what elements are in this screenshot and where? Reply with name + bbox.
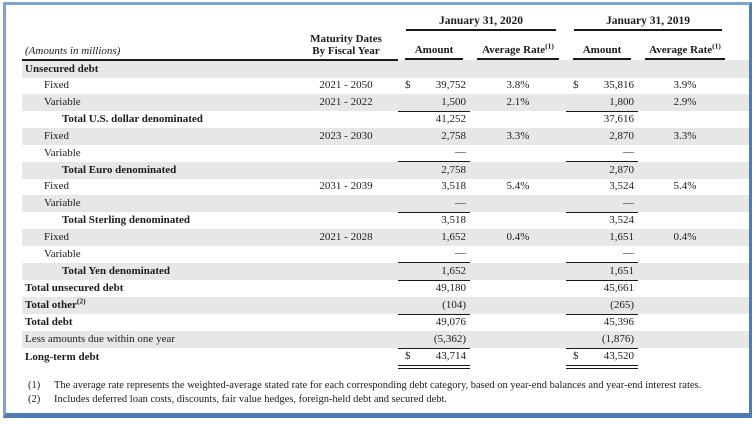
maturity-cell: 2023 - 2030 bbox=[294, 128, 398, 145]
rate-cell: 0.4% bbox=[470, 229, 566, 246]
debt-schedule bbox=[6, 5, 749, 406]
amount-value: 3,524 bbox=[609, 214, 634, 227]
average-rate-header-2019: Average Rate$^{(1)}$ bbox=[638, 33, 732, 60]
table-row bbox=[22, 280, 749, 297]
rate-cell bbox=[638, 246, 732, 263]
amount-value: 41,252 bbox=[435, 113, 466, 126]
table-row bbox=[22, 246, 749, 263]
spacer-cell bbox=[732, 314, 749, 331]
maturity-cell bbox=[294, 246, 398, 263]
currency-symbol: $ bbox=[573, 350, 579, 363]
amount-cell bbox=[566, 263, 638, 281]
amount-cell bbox=[398, 297, 470, 314]
header-spacer bbox=[22, 13, 398, 33]
maturity-cell bbox=[294, 212, 398, 229]
maturity-cell bbox=[294, 297, 398, 314]
maturity-header-line2: By Fiscal Year bbox=[312, 45, 380, 57]
table-row bbox=[22, 348, 749, 367]
amount-cell bbox=[566, 314, 638, 331]
rate-cell: 3.8% bbox=[506, 79, 530, 92]
amount-value: — bbox=[623, 146, 634, 159]
debt-table-body bbox=[22, 60, 749, 367]
currency-symbol: $ bbox=[573, 79, 579, 92]
amount-value: (265) bbox=[610, 298, 634, 311]
spacer-cell bbox=[732, 263, 749, 281]
amount-value: 1,500 bbox=[441, 95, 466, 108]
amount-cell bbox=[566, 179, 638, 196]
amount-cell bbox=[566, 212, 638, 229]
spacer-cell bbox=[732, 128, 749, 145]
table-row bbox=[22, 145, 749, 162]
rate-cell bbox=[638, 280, 732, 297]
amount-cell bbox=[566, 280, 638, 297]
amount-value: (104) bbox=[442, 298, 466, 311]
row-label: Fixed bbox=[44, 79, 70, 92]
amount-cell bbox=[398, 229, 470, 246]
amount-cell bbox=[398, 331, 470, 348]
rate-cell bbox=[638, 195, 732, 212]
spacer-cell bbox=[732, 60, 749, 78]
rate-cell bbox=[638, 212, 732, 229]
column-header-row bbox=[22, 33, 749, 60]
maturity-cell bbox=[294, 263, 398, 281]
rate-cell bbox=[470, 60, 566, 78]
row-label: Variable bbox=[22, 94, 294, 111]
rate-cell bbox=[470, 145, 566, 162]
amount-value: 45,661 bbox=[603, 282, 634, 295]
amount-cell bbox=[566, 246, 638, 263]
amount-cell bbox=[398, 94, 470, 111]
rate-cell bbox=[470, 263, 566, 281]
spacer-cell bbox=[732, 78, 749, 95]
amount-cell bbox=[398, 263, 470, 281]
table-row bbox=[22, 314, 749, 331]
rate-cell bbox=[470, 297, 566, 314]
amount-cell bbox=[566, 111, 638, 128]
rate-cell: 5.4% bbox=[506, 180, 530, 193]
amount-value: 49,076 bbox=[435, 316, 466, 329]
amount-cell bbox=[566, 94, 638, 111]
maturity-cell bbox=[294, 348, 398, 367]
amount-cell bbox=[398, 195, 470, 212]
table-row bbox=[22, 111, 749, 128]
maturity-cell: 2021 - 2028 bbox=[294, 229, 398, 246]
rate-cell bbox=[638, 145, 732, 162]
rate-cell bbox=[470, 111, 566, 128]
header-spacer bbox=[732, 33, 749, 60]
spacer-cell bbox=[732, 179, 749, 196]
amount-cell bbox=[398, 128, 470, 145]
amount-cell bbox=[398, 162, 470, 179]
rate-cell bbox=[470, 348, 566, 367]
table-row bbox=[22, 331, 749, 348]
amount-value: (5,362) bbox=[433, 332, 466, 345]
amount-value: — bbox=[455, 247, 466, 260]
footnote-2-marker: (2) bbox=[76, 297, 86, 306]
maturity-cell bbox=[294, 111, 398, 128]
amount-value: 1,651 bbox=[609, 264, 634, 277]
row-label: Variable bbox=[44, 247, 81, 260]
amount-cell bbox=[398, 78, 470, 95]
footnote-1-marker: (1) bbox=[712, 41, 721, 51]
amount-cell bbox=[398, 280, 470, 297]
footnote-number: (2) bbox=[28, 393, 41, 405]
average-rate-header-2020: Average Rate$^{(1)}$ bbox=[470, 33, 566, 60]
amount-cell bbox=[398, 145, 470, 162]
amount-cell bbox=[398, 111, 470, 128]
amount-value: — bbox=[455, 146, 466, 159]
amount-value: 3,518 bbox=[441, 214, 466, 227]
spacer-cell bbox=[732, 246, 749, 263]
amount-value: 1,652 bbox=[441, 230, 466, 243]
spacer-cell bbox=[732, 280, 749, 297]
footnote-text: The average rate represents the weighted-average stated rate for each corresponding debt category, based on year-end balances and year-end interest rates. bbox=[54, 380, 702, 391]
rate-cell bbox=[638, 111, 732, 128]
amount-value: 43,520 bbox=[603, 350, 634, 363]
amount-value: 1,800 bbox=[609, 95, 634, 108]
footnote-number: (1) bbox=[28, 380, 41, 391]
amount-cell bbox=[398, 314, 470, 331]
amount-value: 3,518 bbox=[441, 180, 466, 193]
rate-cell bbox=[470, 212, 566, 229]
column-group-2020-label: January 31, 2020 bbox=[406, 13, 556, 31]
amount-value: — bbox=[623, 247, 634, 260]
amount-value: (1,876) bbox=[601, 332, 634, 345]
rate-cell: 5.4% bbox=[673, 180, 697, 193]
table-row bbox=[22, 229, 749, 246]
amount-value: 3,524 bbox=[609, 180, 634, 193]
amount-cell bbox=[566, 348, 638, 367]
row-label: Total debt bbox=[25, 316, 73, 328]
amount-value: 2,870 bbox=[609, 163, 634, 176]
amount-cell bbox=[566, 128, 638, 145]
rate-cell bbox=[638, 331, 732, 348]
amount-value: 2,758 bbox=[441, 129, 466, 142]
rate-cell bbox=[470, 280, 566, 297]
rate-cell bbox=[638, 348, 732, 367]
maturity-cell bbox=[294, 195, 398, 212]
rate-cell bbox=[638, 263, 732, 281]
row-label: Less amounts due within one year bbox=[22, 331, 294, 348]
amount-header-2020: Amount bbox=[398, 33, 470, 60]
table-row bbox=[22, 60, 749, 78]
amount-cell bbox=[566, 331, 638, 348]
row-label: Variable bbox=[22, 195, 294, 212]
column-group-header-row bbox=[22, 13, 749, 33]
table-row bbox=[22, 162, 749, 179]
row-label: Fixed bbox=[22, 128, 294, 145]
amount-cell bbox=[398, 246, 470, 263]
currency-symbol: $ bbox=[405, 79, 411, 92]
row-label: Total Euro denominated bbox=[22, 162, 294, 179]
rate-cell: 2.9% bbox=[638, 94, 732, 111]
amount-cell bbox=[398, 60, 470, 78]
amounts-in-millions-note: (Amounts in millions) bbox=[22, 33, 294, 60]
row-label: Total U.S. dollar denominated bbox=[62, 113, 203, 125]
maturity-cell bbox=[294, 162, 398, 179]
rate-cell: 0.4% bbox=[638, 229, 732, 246]
row-label: Total Yen denominated bbox=[22, 263, 294, 281]
spacer-cell bbox=[732, 212, 749, 229]
table-row bbox=[22, 195, 749, 212]
amount-value: 37,616 bbox=[603, 113, 634, 126]
amount-cell bbox=[566, 297, 638, 314]
rate-cell bbox=[470, 331, 566, 348]
amount-value: 1,651 bbox=[609, 230, 634, 243]
spacer-cell bbox=[732, 145, 749, 162]
footnote-2 bbox=[28, 393, 733, 407]
amount-value: — bbox=[623, 196, 634, 209]
rate-cell bbox=[470, 195, 566, 212]
amount-cell bbox=[566, 162, 638, 179]
rate-cell bbox=[470, 162, 566, 179]
spacer-cell bbox=[732, 111, 749, 128]
amount-value: 49,180 bbox=[435, 282, 466, 295]
column-group-2019 bbox=[566, 13, 732, 33]
amount-header-2019: Amount bbox=[566, 33, 638, 60]
spacer-cell bbox=[732, 297, 749, 314]
amount-cell bbox=[566, 195, 638, 212]
column-group-2019-label: January 31, 2019 bbox=[574, 13, 722, 31]
table-row bbox=[22, 128, 749, 145]
amount-value: 1,652 bbox=[441, 264, 466, 277]
row-label: Unsecured debt bbox=[22, 60, 294, 78]
row-label: Total unsecured debt bbox=[25, 282, 124, 294]
row-label: Long-term debt bbox=[25, 351, 100, 363]
amount-value: 2,870 bbox=[609, 129, 634, 142]
amount-value: 35,816 bbox=[603, 79, 634, 92]
maturity-cell bbox=[294, 314, 398, 331]
footnotes bbox=[28, 379, 733, 406]
spacer-cell bbox=[732, 348, 749, 367]
table-row bbox=[22, 179, 749, 196]
footnote-text: Includes deferred loan costs, discounts, fair value hedges, foreign-held debt and secured debt. bbox=[54, 393, 448, 405]
rate-cell bbox=[638, 314, 732, 331]
table-row bbox=[22, 212, 749, 229]
maturity-dates-header bbox=[294, 33, 398, 60]
row-label: Total other$^{(2)}$ bbox=[22, 297, 294, 314]
amount-cell bbox=[398, 212, 470, 229]
column-group-2020 bbox=[398, 13, 566, 33]
spacer-cell bbox=[732, 331, 749, 348]
row-label: Variable bbox=[44, 146, 81, 159]
amount-cell bbox=[566, 60, 638, 78]
footnote-1 bbox=[28, 379, 733, 393]
amount-value: — bbox=[455, 196, 466, 209]
amount-cell bbox=[398, 179, 470, 196]
maturity-cell bbox=[294, 331, 398, 348]
rate-cell bbox=[470, 314, 566, 331]
spacer-cell bbox=[732, 94, 749, 111]
table-row bbox=[22, 297, 749, 314]
header-spacer bbox=[732, 13, 749, 33]
amount-value: 43,714 bbox=[435, 350, 466, 363]
maturity-header-line1: Maturity Dates bbox=[310, 33, 382, 45]
maturity-cell bbox=[294, 60, 398, 78]
amount-value: 2,758 bbox=[441, 163, 466, 176]
amount-cell bbox=[566, 78, 638, 95]
maturity-cell: 2021 - 2022 bbox=[294, 94, 398, 111]
table-row bbox=[22, 78, 749, 95]
rate-cell bbox=[470, 246, 566, 263]
row-label: Fixed bbox=[22, 229, 294, 246]
spacer-cell bbox=[732, 195, 749, 212]
currency-symbol: $ bbox=[405, 350, 411, 363]
amount-cell bbox=[566, 145, 638, 162]
table-row bbox=[22, 94, 749, 111]
rate-cell: 3.3% bbox=[638, 128, 732, 145]
maturity-cell: 2031 - 2039 bbox=[319, 180, 373, 193]
rate-cell bbox=[638, 162, 732, 179]
rate-cell bbox=[638, 297, 732, 314]
rate-cell: 3.3% bbox=[470, 128, 566, 145]
amount-cell bbox=[566, 229, 638, 246]
footnote-1-marker: (1) bbox=[545, 41, 554, 51]
rate-cell: 2.1% bbox=[470, 94, 566, 111]
amount-cell bbox=[398, 348, 470, 367]
rate-cell bbox=[638, 60, 732, 78]
report-frame bbox=[3, 2, 752, 418]
debt-table bbox=[22, 13, 749, 369]
table-row bbox=[22, 263, 749, 281]
maturity-cell bbox=[294, 145, 398, 162]
maturity-cell: 2021 - 2050 bbox=[319, 79, 373, 92]
amount-value: 39,752 bbox=[435, 79, 466, 92]
row-label: Fixed bbox=[44, 180, 70, 193]
row-label: Total Sterling denominated bbox=[62, 214, 190, 226]
rate-cell: 3.9% bbox=[673, 79, 697, 92]
spacer-cell bbox=[732, 162, 749, 179]
maturity-cell bbox=[294, 280, 398, 297]
spacer-cell bbox=[732, 229, 749, 246]
amount-value: 45,396 bbox=[603, 316, 634, 329]
